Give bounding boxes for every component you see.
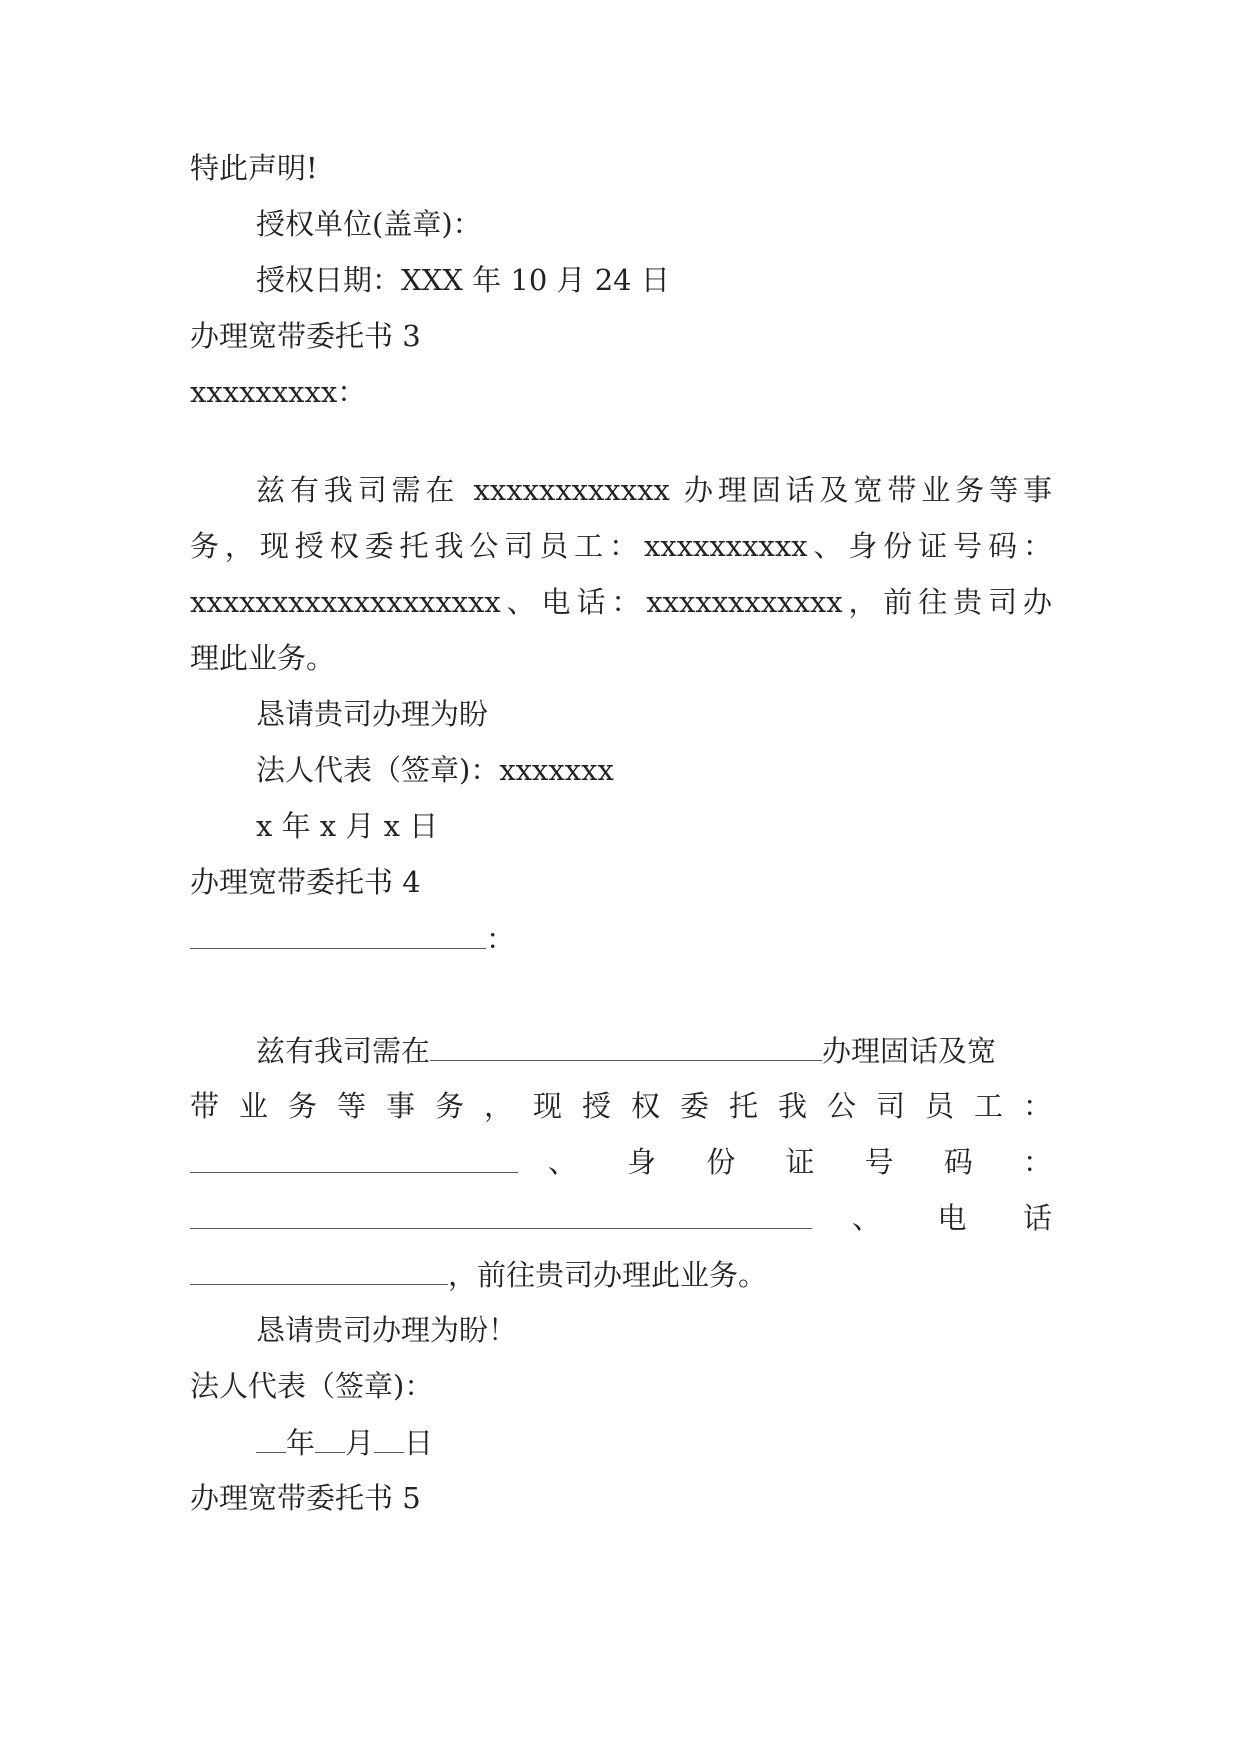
closing-statement: 特此声明!	[190, 151, 318, 185]
authorization-date-line: 授权日期：XXX 年 10 月 24 日	[256, 263, 670, 297]
addressee-line: xxxxxxxxx：	[190, 375, 367, 409]
legal-rep-signature-line-2: 法人代表（签章)：	[190, 1369, 434, 1403]
addressee-colon: ：	[486, 922, 516, 956]
phone-blank	[190, 1254, 448, 1285]
body-paragraph-1-line-4: 理此业务。	[190, 641, 336, 675]
request-line-2: 恳请贵司办理为盼！	[256, 1313, 518, 1347]
location-blank	[430, 1030, 822, 1061]
id-number-label: 、身份证号码：	[548, 1145, 1052, 1179]
employee-name-blank	[190, 1142, 518, 1173]
year-blank	[256, 1422, 286, 1453]
phone-label: 、电话	[852, 1201, 1052, 1235]
month-blank	[315, 1422, 345, 1453]
body-paragraph-1-line-2: 务，现授权委托我公司员工：xxxxxxxxxx、身份证号码：	[190, 529, 1052, 563]
authorizing-unit-line: 授权单位(盖章)：	[256, 207, 482, 241]
body-paragraph-2-line-5	[190, 1254, 1052, 1295]
date-line: x 年 x 月 x 日	[256, 809, 439, 843]
section-title-4: 办理宽带委托书 4	[190, 865, 421, 899]
day-label: 日	[404, 1426, 434, 1460]
blank-date-line	[256, 1422, 1052, 1463]
month-label: 月	[345, 1426, 375, 1460]
addressee-blank-line	[190, 918, 1052, 959]
legal-rep-signature-line: 法人代表（签章)：xxxxxxx	[256, 753, 614, 787]
day-blank	[374, 1422, 404, 1453]
year-label: 年	[286, 1426, 316, 1460]
id-number-blank	[190, 1198, 812, 1229]
addressee-blank	[190, 918, 486, 949]
body-paragraph-2-prefix: 兹有我司需在	[256, 1034, 431, 1068]
body-paragraph-2-suffix: 办理固话及宽	[822, 1034, 997, 1068]
body-paragraph-2-line-2: 带业务等事务，现授权委托我公司员工：	[190, 1089, 1052, 1123]
body-paragraph-2-end: ，前往贵司办理此业务。	[448, 1258, 768, 1292]
body-paragraph-1-line-1: 兹有我司需在 xxxxxxxxxxxx 办理固话及宽带业务等事	[256, 473, 1052, 507]
section-title-5: 办理宽带委托书 5	[190, 1481, 421, 1515]
request-line: 恳请贵司办理为盼	[256, 697, 489, 731]
body-paragraph-1-line-3: xxxxxxxxxxxxxxxxxxx、电话：xxxxxxxxxxxx，前往贵司办	[190, 585, 1052, 619]
section-title-3: 办理宽带委托书 3	[190, 319, 421, 353]
body-paragraph-2-line-1	[256, 1030, 1052, 1071]
